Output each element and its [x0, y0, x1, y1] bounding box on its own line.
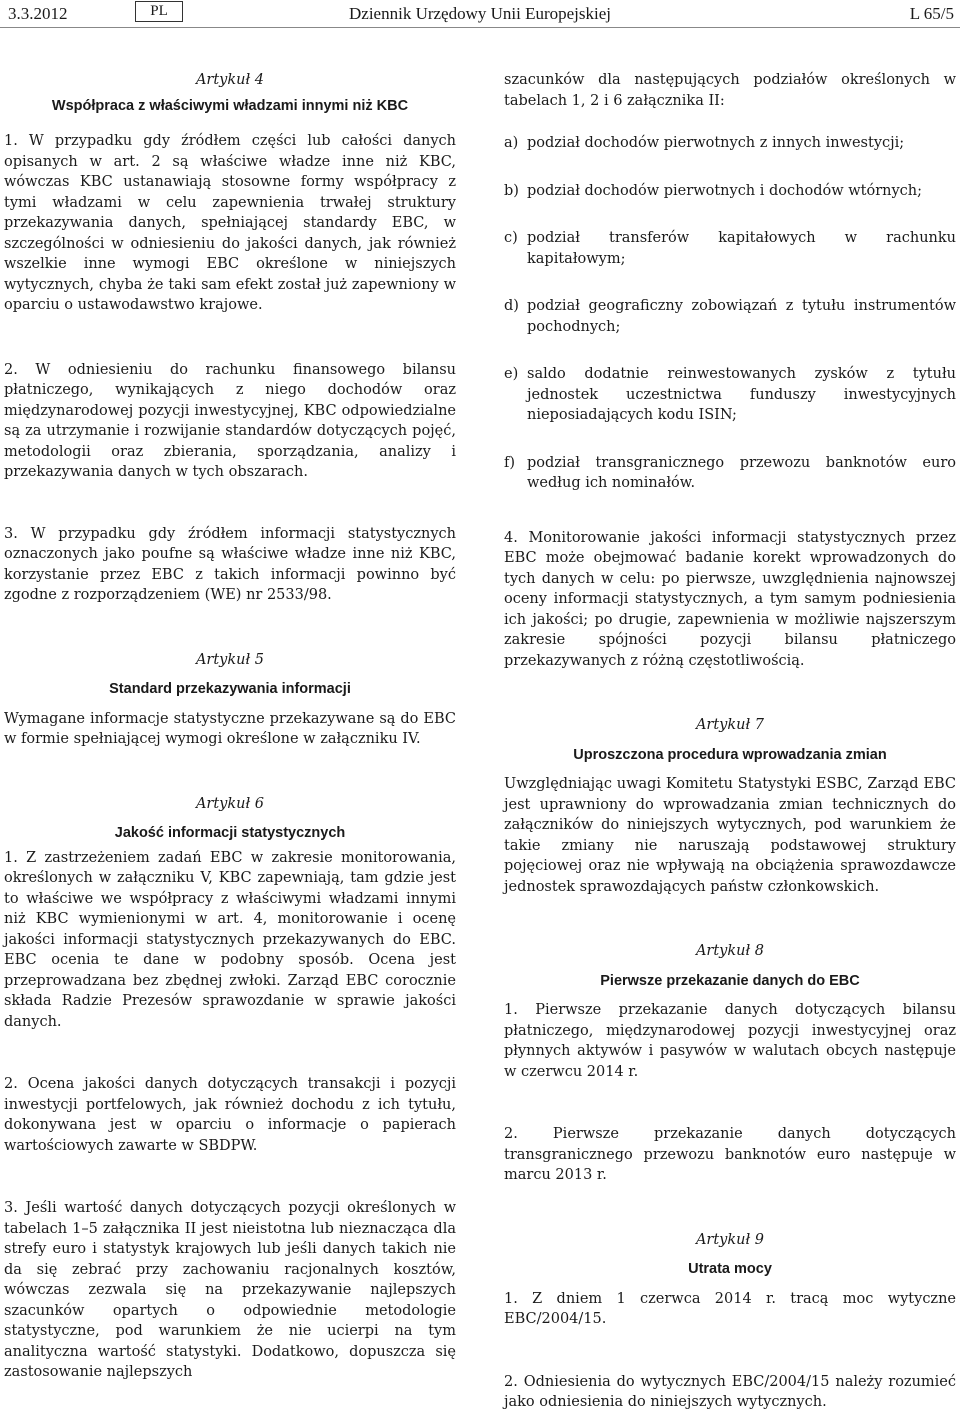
- list-label: f): [504, 454, 516, 471]
- language-badge: PL: [135, 1, 183, 22]
- article-6-paragraph-2: 2. Ocena jakości danych dotyczących transakcji i pozycji inwestycji portfelowych, jak również dochodu z ich tytułu, dokonywana jest w oparciu o informacje o papierach wartościowych zawarte w SBDPW.: [4, 1076, 456, 1154]
- article-9-paragraph-2: 2. Odniesienia do wytycznych EBC/2004/15 należy rozumieć jako odniesienia do niniejszych wytycznych.: [504, 1373, 956, 1410]
- page-header: [0, 0, 960, 30]
- journal-title: Dziennik Urzędowy Unii Europejskiej: [349, 4, 612, 23]
- left-column: [4, 70, 456, 1383]
- continuation-paragraph: szacunków dla następujących podziałów określonych w tabelach 1, 2 i 6 załącznika II:: [504, 72, 956, 109]
- publication-date: 3.3.2012: [8, 4, 68, 23]
- article-9-number: Artykuł 9: [695, 1231, 765, 1248]
- article-9-paragraph-1: 1. Z dniem 1 czerwca 2014 r. tracą moc wytyczne EBC/2004/15.: [504, 1290, 956, 1327]
- article-6-paragraph-3: 3. Jeśli wartość danych dotyczących pozycji określonych w tabelach 1–5 załącznika II jest nieistotna lub nieznacząca dla strefy euro i statystyk krajowych lub jeśli danych takich nie da się zebrać przy zachowaniu racjonalnych kosztów, wówczas zezwala się na przekazywanie najlepszych szacunków opartych o odpowiednie metodologie statystyczne, pod warunkiem że nie ucierpi na tym analityczna wartość statystyki. Dodatkowo, dopuszcza się zastosowanie najlepszych: [4, 1200, 456, 1380]
- header-rule: [0, 27, 960, 28]
- page-number: L 65/5: [909, 4, 954, 23]
- article-5-title: Standard przekazywania informacji: [109, 681, 351, 697]
- list-label: a): [504, 135, 519, 151]
- list-text: podział dochodów pierwotnych z innych inwestycji;: [527, 135, 905, 151]
- list-label: c): [504, 230, 518, 246]
- list-item-b: [504, 181, 956, 202]
- right-column: [504, 70, 956, 1413]
- article-6-number: Artykuł 6: [195, 795, 265, 812]
- list-item-a: [504, 133, 956, 154]
- list-text: saldo dodatnie reinwestowanych zysków z tytułu jednostek uczestnictwa funduszy inwestycyjnych nieposiadających kodu ISIN;: [527, 366, 956, 423]
- list-item-f: [504, 453, 956, 494]
- article-4-paragraph-1: 1. W przypadku gdy źródłem części lub całości danych opisanych w art. 2 są właściwe władze inne niż KBC, wówczas KBC ustanawiają stosowne formy współpracy z tymi władzami w celu zapewnienia trwałej struktury przekazywania danych, spełniającej standardy EBC, w szczególności w odniesieniu do jakości danych, jak również wszelkie inne wymogi EBC określone w niniejszych wytycznych, chyba że taki sam efekt został już zapewniony w oparciu o ustawodawstwo krajowe.: [4, 133, 456, 313]
- list-item-c: [504, 228, 956, 269]
- article-8-number: Artykuł 8: [695, 943, 765, 959]
- list-label: b): [504, 182, 519, 199]
- article-4-title: Współpraca z właściwymi władzami innymi niż KBC: [51, 97, 409, 114]
- list-text: podział transgranicznego przewozu banknotów euro według ich nominałów.: [527, 454, 956, 491]
- article-7-number: Artykuł 7: [695, 717, 765, 733]
- article-8-paragraph-2: 2. Pierwsze przekazanie danych dotyczących transgranicznego przewozu banknotów euro następuje w marcu 2013 r.: [504, 1126, 956, 1183]
- article-5-number: Artykuł 5: [195, 651, 265, 668]
- article-9-title: Utrata mocy: [688, 1261, 772, 1277]
- article-8-title: Pierwsze przekazanie danych do EBC: [600, 972, 860, 989]
- article-6-title: Jakość informacji statystycznych: [114, 825, 346, 841]
- list-item-e: [504, 364, 956, 426]
- article-6-paragraph-4: 4. Monitorowanie jakości informacji statystycznych przez EBC może obejmować badanie korekt wprowadzonych do tych danych w celu: po pierwsze, uwzględnienia najnowszej oceny informacji statystycznych, a tym samym podniesienia ich jakości; po drugie, zapewnienia w możliwie najszerszym zakresie spójności pozycji bilansu płatniczego przekazywanych z różną częstotliwością.: [504, 529, 956, 669]
- list-text: podział dochodów pierwotnych i dochodów wtórnych;: [527, 182, 923, 199]
- article-7-title: Uproszczona procedura wprowadzania zmian: [573, 746, 887, 763]
- article-8-paragraph-1: 1. Pierwsze przekazanie danych dotyczących bilansu płatniczego, międzynarodowej pozycji inwestycyjnej oraz płynnych aktywów i pasywów w walutach obcych następuje w czerwcu 2014 r.: [504, 1002, 956, 1080]
- article-4-number: Artykuł 4: [195, 72, 265, 88]
- list-label: d): [504, 298, 519, 314]
- article-7-paragraph-1: Uwzględniając uwagi Komitetu Statystyki ESBC, Zarząd EBC jest uprawniony do wprowadzania zmian technicznych do załączników do niniejszych wytycznych, pod warunkiem że takie zmiany nie naruszają podstawowej struktury pojęciowej oraz nie wpływają na obciążenia sprawozdawcze jednostek sprawozdających państw członkowskich.: [504, 776, 956, 895]
- article-4-paragraph-3: 3. W przypadku gdy źródłem informacji statystycznych oznaczonych jako poufne są właściwe władze inne niż KBC, korzystanie przez EBC z takich informacji powinno być zgodne z rozporządzeniem (WE) nr 2533/98.: [4, 525, 456, 603]
- article-5-paragraph-1: Wymagane informacje statystyczne przekazywane są do EBC w formie spełniającej wymogi określone w załączniku IV.: [4, 710, 456, 747]
- list-text: podział transferów kapitałowych w rachunku kapitałowym;: [527, 230, 956, 267]
- list-item-d: [504, 296, 956, 337]
- list-label: e): [504, 366, 519, 382]
- article-6-paragraph-1: 1. Z zastrzeżeniem zadań EBC w zakresie monitorowania, określonych w załączniku V, KBC zapewniają, tam gdzie jest to właściwe we współpracy z właściwymi władzami innymi niż KBC wymienionymi w art. 4, monitorowanie i ocenę jakości informacji statystycznych przekazywanych do EBC. EBC ocenia te dane w podobny sposób. Ocena jest przeprowadzana bez zbędnej zwłoki. Zarząd EBC corocznie składa Radzie Prezesów sprawozdanie w sprawie jakości danych.: [4, 849, 456, 1030]
- list-text: podział geograficzny zobowiązań z tytułu instrumentów pochodnych;: [527, 298, 956, 335]
- article-4-paragraph-2: 2. W odniesieniu do rachunku finansowego bilansu płatniczego, wynikających z niego dochodów oraz międzynarodowej pozycji inwestycyjnej, KBC odpowiedzialne są za utrzymanie i rozwijanie standardów dotyczących pojęć, metodologii oraz zbierania, sporządzania, analizy i przekazywania danych w tych obszarach.: [4, 361, 456, 480]
